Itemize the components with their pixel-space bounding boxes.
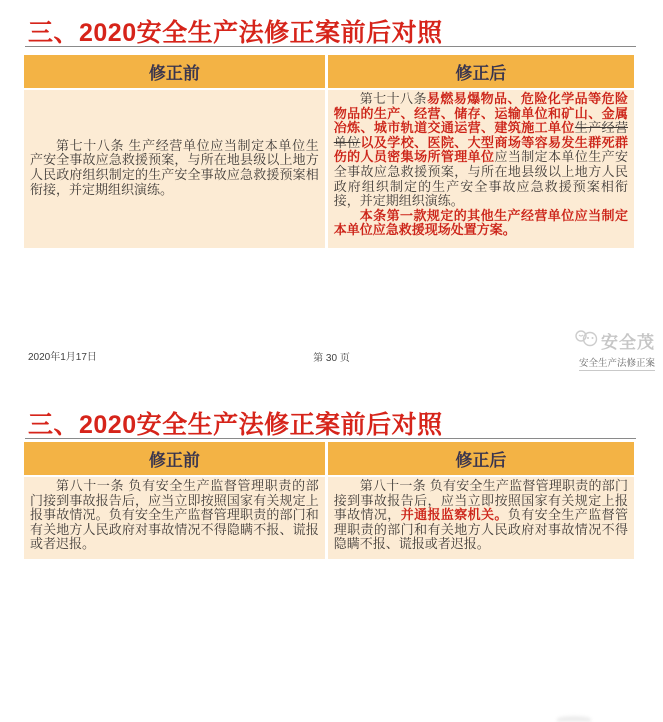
after-paragraph-1 <box>334 92 628 209</box>
article-number: 第七十八条 <box>359 91 427 106</box>
deleted-text: 生产经营单位 <box>333 120 628 150</box>
slide-title: 三、2020安全生产法修正案前后对照 <box>28 411 443 439</box>
cell-after-article-81 <box>328 477 634 559</box>
cell-after-article-78 <box>328 90 634 248</box>
brand-bubbles-icon <box>573 329 599 352</box>
unchanged-text-2: 负有安全生产监督管理职责的部门和有关地方人民政府对事故情况不得隐瞒不报、谎报或者迟报。 <box>333 507 628 552</box>
cell-before-article-81 <box>24 477 325 559</box>
table-body-row <box>24 90 634 248</box>
table-body-row <box>24 477 634 559</box>
added-text: 并通报监察机关。 <box>400 507 508 523</box>
comparison-table <box>24 55 634 248</box>
before-text: 第八十一条 负有安全生产监督管理职责的部门接到事故报告后，应当立即按照国家有关规定上报事故情况。负有安全生产监督管理职责的部门和有关地方人民政府对事故情况不得隐瞒不报、谎报或者迟报。 <box>30 478 319 552</box>
before-text: 第七十八条 生产经营单位应当制定本单位生产安全事故应急救援预案，与所在地县级以上地方人民政府组织制定的生产安全事故应急救援预案相衔接，并定期组织演练。 <box>30 137 319 197</box>
slide-article-81 <box>0 392 663 722</box>
footer-page-number: 第 30 页 <box>313 353 350 364</box>
header-after: 修正后 <box>328 442 634 475</box>
title-divider <box>25 46 636 47</box>
slide-title: 三、2020安全生产法修正案前后对照 <box>28 19 443 47</box>
table-header-row <box>24 55 634 88</box>
comparison-table <box>24 442 634 559</box>
next-watermark-cutoff <box>557 716 591 722</box>
unchanged-text: 应当制定本单位生产安全事故应急救援预案，与所在地县级以上地方人民政府组织制定的生产安全事故应急救援预案相衔接，并定期组织演练。 <box>333 149 628 209</box>
header-before: 修正前 <box>24 55 325 88</box>
added-text-1: 易燃易爆物品、危险化学品等危险物品的生产、经营、储存、运输单位和矿山、金属冶炼、城市轨道交通运营、建筑施工单位 <box>333 91 628 136</box>
table-header-row <box>24 442 634 475</box>
footer-date: 2020年1月17日 <box>28 352 97 363</box>
watermark <box>573 328 655 371</box>
after-paragraph-2-added: 本条第一款规定的其他生产经营单位应当制定本单位应急救援现场处置方案。 <box>333 207 628 238</box>
title-divider <box>25 438 636 439</box>
unchanged-text-1: 第八十一条 负有安全生产监督管理职责的部门接到事故报告后，应当立即按照国家有关规定上报事故情况， <box>333 478 628 523</box>
cell-before-article-78 <box>24 90 325 248</box>
brand-subtitle: 安全生产法修正案 <box>579 355 655 371</box>
header-after: 修正后 <box>328 55 634 88</box>
brand-name: 安全茂 <box>601 333 655 352</box>
after-paragraph <box>334 479 628 552</box>
added-text-2: 以及学校、医院、大型商场等容易发生群死群伤的人员密集场所管理单位 <box>333 134 628 165</box>
header-before: 修正前 <box>24 442 325 475</box>
